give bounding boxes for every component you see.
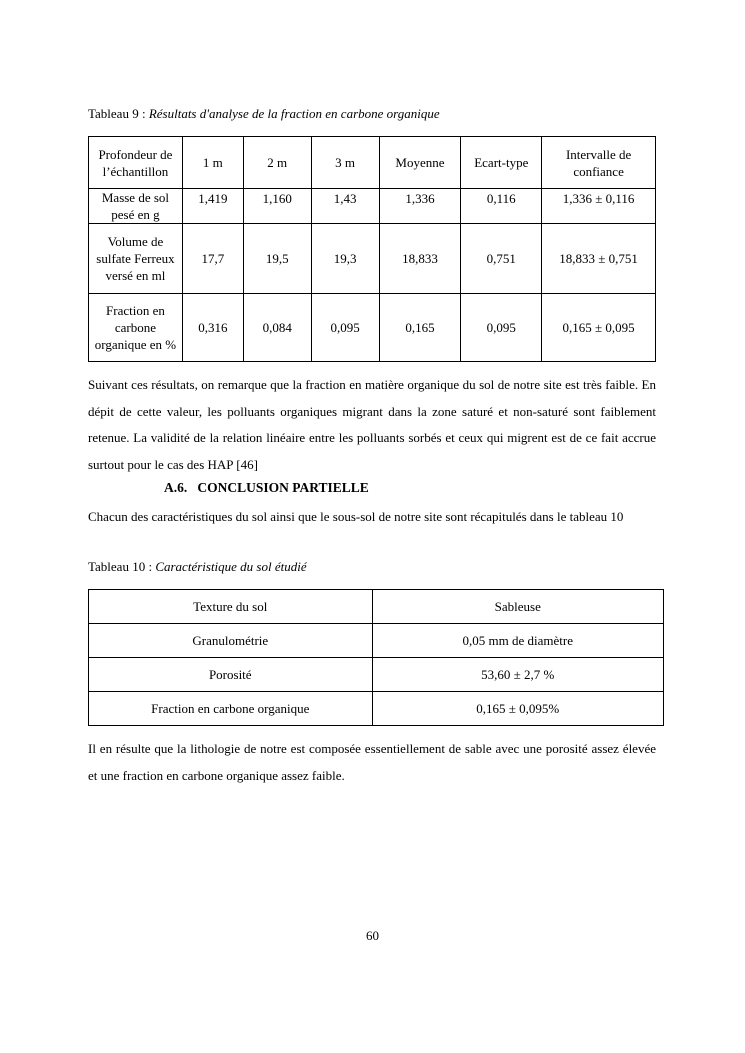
table-row: [89, 692, 664, 726]
table-row: [89, 590, 664, 624]
table10-cell: Fraction en carbone organique: [89, 692, 373, 726]
table-row: [89, 294, 656, 362]
table9-header-cell: Intervalle de confiance: [542, 137, 656, 189]
table10: [88, 589, 664, 726]
table10-caption-title: Caractéristique du sol étudié: [155, 559, 307, 574]
table9-cell: 0,095: [311, 294, 379, 362]
table9-header-cell: Moyenne: [379, 137, 461, 189]
table9-cell: 19,5: [243, 224, 311, 294]
table10-caption: [88, 559, 307, 575]
table9-cell: 0,084: [243, 294, 311, 362]
table9-cell: 0,095: [461, 294, 542, 362]
table10-cell: 0,165 ± 0,095%: [372, 692, 663, 726]
table9-header-row: [89, 137, 656, 189]
table-row: [89, 224, 656, 294]
section-heading: A.6. CONCLUSION PARTIELLE: [164, 480, 369, 495]
table9-cell: Fraction en carbone organique en %: [89, 294, 183, 362]
paragraph-conclusion: Il en résulte que la lithologie de notre est composée essentiellement de sable avec une porosité assez élevée et une fraction en carbone organique assez faible.: [88, 741, 656, 783]
table10-cell: Sableuse: [372, 590, 663, 624]
table9-cell: 18,833 ± 0,751: [542, 224, 656, 294]
table9-header-cell: 1 m: [182, 137, 243, 189]
table9-cell: 1,160: [243, 189, 311, 224]
table9-cell: 18,833: [379, 224, 461, 294]
table9-cell: 1,336: [379, 189, 461, 224]
table10-cell: Granulométrie: [89, 624, 373, 658]
table9-cell: 0,165 ± 0,095: [542, 294, 656, 362]
table10-cell: Porosité: [89, 658, 373, 692]
table9-cell: Volume de sulfate Ferreux versé en ml: [89, 224, 183, 294]
table9-cell: 1,43: [311, 189, 379, 224]
table9-cell: 1,419: [182, 189, 243, 224]
table-row: [89, 189, 656, 224]
table9-cell: 0,316: [182, 294, 243, 362]
table9-header-cell: 3 m: [311, 137, 379, 189]
table-row: [89, 624, 664, 658]
table9: [88, 136, 656, 362]
table9-header-cell: Profondeur de l’échantillon: [89, 137, 183, 189]
table10-cell: 53,60 ± 2,7 %: [372, 658, 663, 692]
table9-cell: 1,336 ± 0,116: [542, 189, 656, 224]
table10-cell: 0,05 mm de diamètre: [372, 624, 663, 658]
table9-cell: 0,165: [379, 294, 461, 362]
table9-caption: [88, 106, 440, 122]
table9-caption-prefix: Tableau 9 :: [88, 106, 149, 121]
table9-header-cell: Ecart-type: [461, 137, 542, 189]
table-row: [89, 658, 664, 692]
table9-cell: 0,116: [461, 189, 542, 224]
paragraph-results: Suivant ces résultats, on remarque que la fraction en matière organique du sol de notre site est très faible. En dépit de cette valeur, les polluants organiques migrant dans la zone saturé et non-saturé sont faiblement retenue. La validité de la relation linéaire entre les polluants sorbés et ceux qui migrent est de ce fait accrue surtout pour le cas des HAP [46]: [88, 377, 656, 472]
table9-cell: 0,751: [461, 224, 542, 294]
paragraph-summary: Chacun des caractéristiques du sol ainsi que le sous-sol de notre site sont récapitulés dans le tableau 10: [88, 509, 624, 524]
page-number: 60: [366, 928, 379, 943]
table9-caption-title: Résultats d'analyse de la fraction en carbone organique: [148, 106, 440, 121]
table9-cell: 17,7: [182, 224, 243, 294]
table9-cell: Masse de sol pesé en g: [89, 189, 183, 224]
table9-header-cell: 2 m: [243, 137, 311, 189]
table9-cell: 19,3: [311, 224, 379, 294]
table10-cell: Texture du sol: [89, 590, 373, 624]
table10-caption-prefix: Tableau 10 :: [88, 559, 156, 574]
